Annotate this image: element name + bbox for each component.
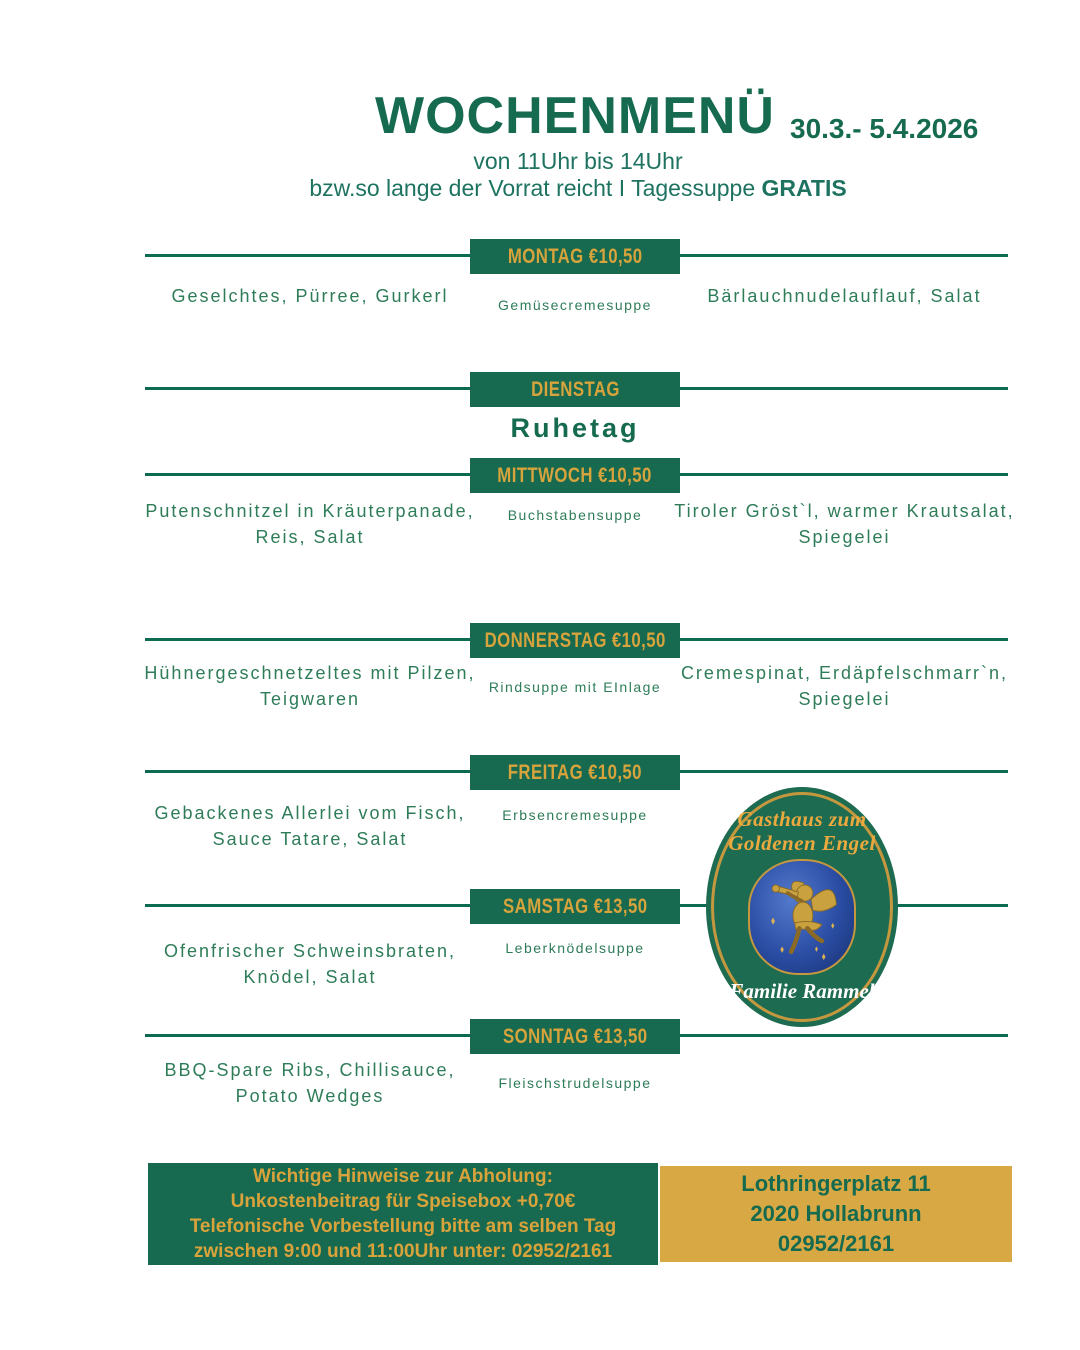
notice-line: Telefonische Vorbestellung bitte am selben Tag [189,1216,617,1237]
golden-angel-icon [756,865,848,969]
address-line: 2020 Hollabrunn [750,1201,922,1226]
day-banner-label: MONTAG €10,50 [507,244,643,268]
day-banner-label: MITTWOCH €10,50 [497,463,653,487]
logo-name-line1: Gasthaus zum [737,807,867,831]
restaurant-logo [706,787,898,1027]
availability-note [309,175,846,202]
dish-soup: Buchstabensuppe [507,507,643,523]
dish-left: Gebackenes Allerlei vom Fisch, Sauce Tatare, Salat [154,803,466,849]
notice-line: zwischen 9:00 und 11:00Uhr unter: 02952/2161 [193,1241,613,1262]
notice-line: Unkostenbeitrag für Speisebox +0,70€ [230,1191,576,1212]
dish-soup: Leberknödelsuppe [505,940,645,956]
day-banner-label: DONNERSTAG €10,50 [484,628,666,652]
opening-hours: von 11Uhr bis 14Uhr [473,148,683,174]
day-banner-label: SAMSTAG €13,50 [502,894,648,918]
logo-name-line2: Goldenen Engel [728,831,876,855]
day-banner-sonntag [470,1019,680,1054]
dish-soup: Gemüsecremesuppe [498,297,652,313]
dish-right: Tiroler Gröst`l, warmer Krautsalat, Spiegelei [674,501,1015,547]
dish-left: Hühnergeschnetzeltes mit Pilzen, Teigwaren [144,663,476,709]
day-banner-montag [470,239,680,274]
dish-soup: Erbsencremesuppe [502,807,648,823]
ruhetag-label: Ruhetag [510,413,640,443]
dish-left: Geselchtes, Pürree, Gurkerl [171,286,449,306]
day-banner-freitag [470,755,680,790]
gratis-label: GRATIS [761,175,847,201]
day-banner-label: SONNTAG €13,50 [502,1024,648,1048]
page-title: WOCHENMENÜ [375,87,775,145]
address-line: 02952/2161 [777,1231,895,1256]
dish-soup: Rindsuppe mit EInlage [488,679,662,695]
dish-left: Putenschnitzel in Kräuterpanade, Reis, Salat [145,501,475,547]
dish-left: BBQ-Spare Ribs, Chillisauce, Potato Wedges [164,1060,456,1106]
day-banner-label: FREITAG €10,50 [507,760,643,784]
day-banner-label: DIENSTAG [530,377,620,401]
dish-soup: Fleischstrudelsuppe [498,1075,652,1091]
availability-note-text: bzw.so lange der Vorrat reicht I Tagessuppe [309,175,762,201]
dish-right: Cremespinat, Erdäpfelschmarr`n, Spiegelei [680,663,1009,709]
address-box [660,1166,1012,1262]
day-banner-donnerstag [470,623,680,658]
dish-right: Bärlauchnudelauflauf, Salat [707,286,982,306]
angel-panel [748,859,856,975]
address-line: Lothringerplatz 11 [741,1171,931,1196]
day-banner-samstag [470,889,680,924]
dish-left: Ofenfrischer Schweinsbraten, Knödel, Salat [163,941,457,987]
pickup-notice-box [148,1163,658,1265]
day-banner-dienstag [470,372,680,407]
day-banner-mittwoch [470,458,680,493]
date-range: 30.3.- 5.4.2026 [790,113,979,144]
logo-family-name: Familie Rammel [729,979,875,1003]
notice-line: Wichtige Hinweise zur Abholung: [253,1166,553,1187]
